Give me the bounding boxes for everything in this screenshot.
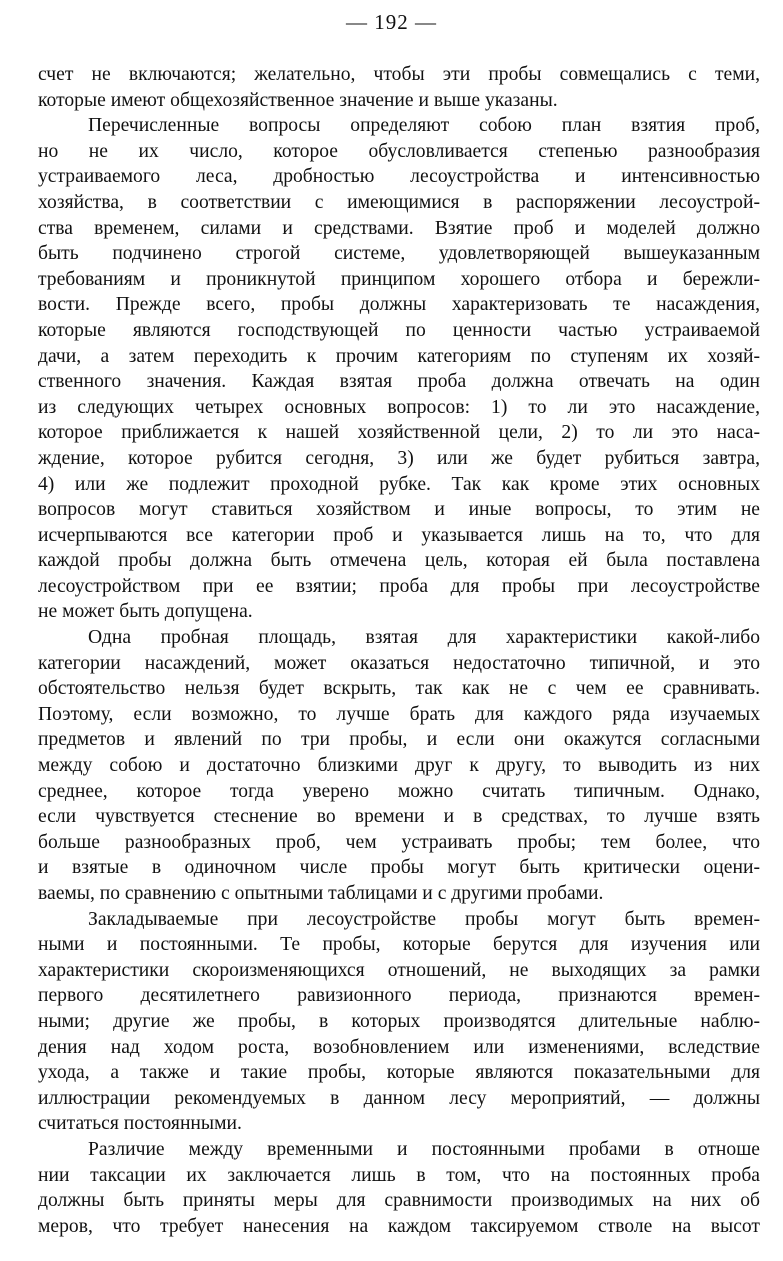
text-line: быть подчинено строгой системе, удовлетворяющей вышеуказанным	[38, 243, 760, 265]
text-line: требованиям и проникнутой принципом хорошего отбора и бережли-	[38, 268, 760, 290]
text-line: Одна пробная площадь, взятая для характеристики какой-либо	[88, 627, 760, 649]
text-line: ственного значения. Каждая взятая проба должна отвечать на один	[38, 371, 760, 393]
text-line: Поэтому, если возможно, то лучше брать для каждого ряда изучаемых	[38, 703, 760, 725]
text-line: должны быть приняты меры для сравнимости производимых на них об	[38, 1190, 760, 1212]
text-line: категории насаждений, может оказаться недостаточно типичной, и это	[38, 652, 760, 674]
text-line: хозяйства, в соответствии с имеющимися в распоряжении лесоустрой-	[38, 191, 760, 213]
text-line: ными; другие же пробы, в которых производятся длительные наблю-	[38, 1010, 760, 1032]
text-line: которое приближается к нашей хозяйственной цели, 2) то ли это наса-	[38, 422, 760, 444]
text-line: ждение, которое рубится сегодня, 3) или же будет рубиться завтра,	[38, 447, 760, 469]
text-line: Перечисленные вопросы определяют собою план взятия проб,	[88, 115, 760, 137]
text-line: больше разнообразных проб, чем устраивать пробы; тем более, что	[38, 831, 760, 853]
text-line: предметов и явлений по три пробы, и если они окажутся согласными	[38, 729, 760, 751]
text-line: иллюстрации рекомендуемых в данном лесу мероприятий, — должны	[38, 1087, 760, 1109]
text-line: счет не включаются; желательно, чтобы эти пробы совмещались с теми,	[38, 64, 760, 85]
text-line: и взятые в одиночном числе пробы могут быть критически оцени-	[38, 857, 760, 879]
text-line: ными и постоянными. Те пробы, которые берутся для изучения или	[38, 934, 760, 956]
text-line: ства временем, силами и средствами. Взятие проб и моделей должно	[38, 217, 760, 239]
text-line: Различие между временными и постоянными пробами в отноше	[88, 1138, 760, 1160]
body-text	[38, 62, 760, 1239]
text-line: обстоятельство нельзя будет вскрыть, так как не с чем ее сравнивать.	[38, 678, 760, 700]
text-line: не может быть допущена.	[38, 601, 253, 623]
text-line: из следующих четырех основных вопросов: 1) то ли это насаждение,	[38, 396, 760, 418]
text-line: ухода, а также и такие пробы, которые являются показательными для	[38, 1062, 760, 1084]
text-line: лесоустройством при ее взятии; проба для пробы при лесоустройстве	[38, 575, 760, 597]
text-line: характеристики скороизменяющихся отношений, не выходящих за рамки	[38, 959, 760, 981]
text-line: вопросов могут ставиться хозяйством и иные вопросы, то этим не	[38, 499, 760, 521]
text-line: дачи, а затем переходить к прочим категориям по ступеням их хозяй-	[38, 345, 760, 367]
text-line: исчерпываются все категории проб и указывается лишь на то, что для	[38, 524, 760, 546]
text-line: ваемы, по сравнению с опытными таблицами и с другими пробами.	[38, 883, 604, 904]
text-line: которые являются господствующей по ценности частью устраиваемой	[38, 319, 760, 341]
text-line: среднее, которое тогда уверено можно считать типичным. Однако,	[38, 780, 760, 802]
text-line: считаться постоянными.	[38, 1113, 242, 1135]
text-line: между собою и достаточно близкими друг к другу, то выводить из них	[38, 755, 760, 777]
text-line: Закладываемые при лесоустройстве пробы могут быть времен-	[88, 908, 760, 930]
text-line: каждой пробы должна быть отмечена цель, которая ей была поставлена	[38, 550, 760, 572]
text-line: устраиваемого леса, дробностью лесоустройства и интенсивностью	[38, 166, 760, 188]
page-number: — 192 —	[346, 10, 437, 34]
text-line: но не их число, которое обусловливается степенью разнообразия	[38, 140, 760, 162]
text-line: вости. Прежде всего, пробы должны характеризовать те насаждения,	[38, 294, 760, 316]
text-line: меров, что требует нанесения на каждом таксируемом стволе на высот	[38, 1215, 760, 1237]
text-line: если чувствуется стеснение во времени и в средствах, то лучше взять	[38, 806, 760, 828]
text-line: нии таксации их заключается лишь в том, что на постоянных проба	[38, 1164, 760, 1186]
text-line: 4) или же подлежит проходной рубке. Так как кроме этих основных	[38, 473, 760, 495]
text-line: дения над ходом роста, возобновлением или изменениями, вследствие	[38, 1036, 760, 1058]
text-line: первого десятилетнего равизионного периода, признаются времен-	[38, 985, 760, 1007]
text-line: которые имеют общехозяйственное значение и выше указаны.	[38, 89, 558, 111]
